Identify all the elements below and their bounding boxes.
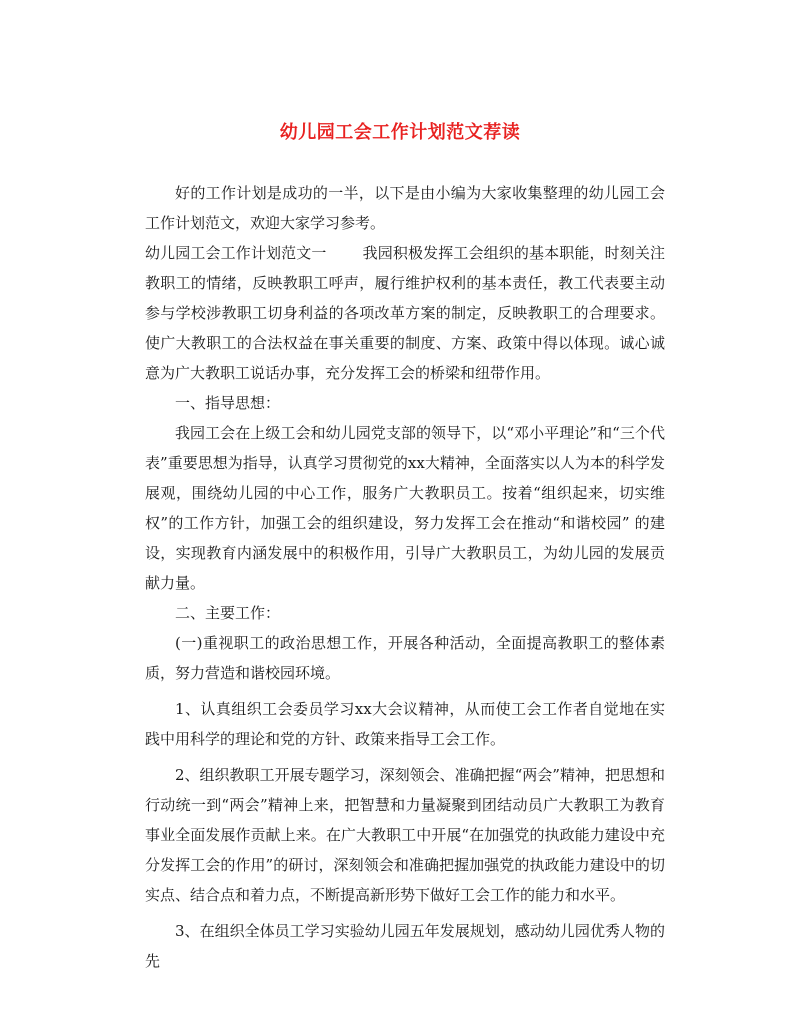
heading-guiding-thought: 一、指导思想：	[175, 394, 281, 412]
list-item-3: 3、在组织全体员工学习实验幼儿园五年发展规划，感动幼儿园优秀人物的先	[145, 922, 665, 970]
list-item-1: 1、认真组织工会委员学习xx大会议精神，从而使工会工作者自觉地在实践中用科学的理论和党的方针、政策来指导工会工作。	[145, 700, 665, 748]
document-body	[145, 178, 665, 976]
guiding-paragraph: 我园工会在上级工会和幼儿园党支部的领导下，以“邓小平理论”和“三个代表”重要思想为指导，认真学习贯彻党的xx大精神，全面落实以人为本的科学发展观，围绕幼儿园的中心工作，服务广大教职员工。按着“组织起来，切实维权”的工作方针，加强工会的组织建设，努力发挥工会在推动“和谐校园” 的建设，实现教育内涵发展中的积极作用，引导广大教职员工，为幼儿园的发展贡献力量。	[145, 424, 665, 592]
heading-main-work: 二、主要工作：	[175, 604, 281, 622]
subheading-1: (一)重视职工的政治思想工作，开展各种活动，全面提高教职工的整体素质，努力营造和谐校园环境。	[145, 634, 665, 682]
intro-paragraph: 好的工作计划是成功的一半，以下是由小编为大家收集整理的幼儿园工会工作计划范文，欢迎大家学习参考。	[145, 184, 665, 232]
list-item-2: 2、组织教职工开展专题学习，深刻领会、准确把握“两会”精神，把思想和行动统一到“两会”精神上来，把智慧和力量凝聚到团结动员广大教职工为教育事业全面发展作贡献上来。在广大教职工中开展“在加强党的执政能力建设中充分发挥工会的作用”的研讨，深刻领会和准确把握加强党的执政能力建设中的切实点、结合点和着力点，不断提高新形势下做好工会工作的能力和水平。	[145, 766, 665, 904]
section1-text: 我园积极发挥工会组织的基本职能，时刻关注教职工的情绪，反映教职工呼声，履行维护权利的基本责任，教工代表要主动参与学校涉教职工切身利益的各项改革方案的制定，反映教职工的合理要求。使广大教职工的合法权益在事关重要的制度、方案、政策中得以体现。诚心诚意为广大教职工说话办事，充分发挥工会的桥梁和纽带作用。	[145, 244, 665, 382]
page-title: 幼儿园工会工作计划范文荐读	[279, 122, 521, 143]
section1-label: 幼儿园工会工作计划范文一	[145, 244, 327, 262]
section1-paragraph	[145, 238, 665, 388]
